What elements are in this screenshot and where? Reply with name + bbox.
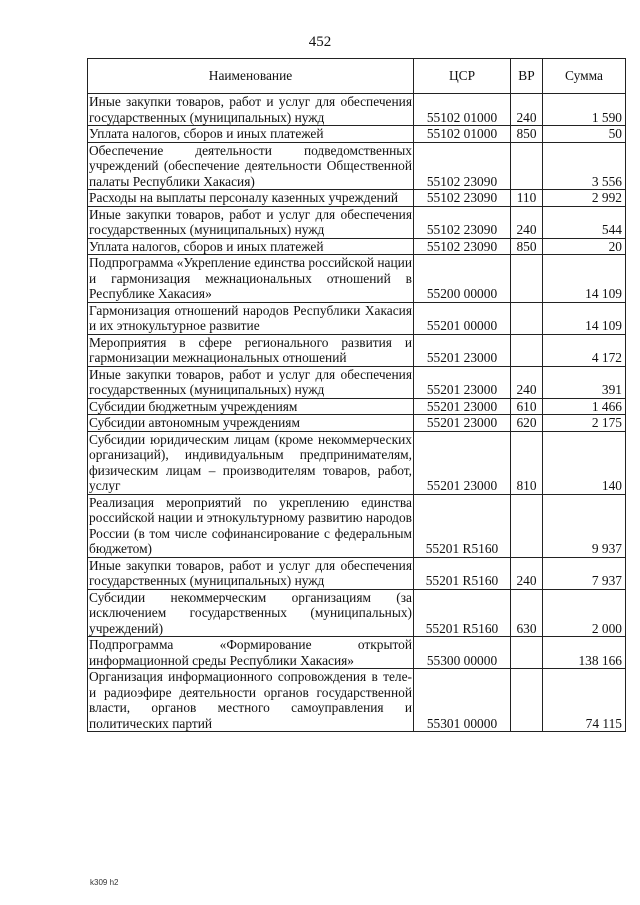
table-header-row — [88, 59, 626, 94]
row-csr-cell: 55102 23090 — [414, 238, 511, 255]
header-name: Наименование — [88, 59, 414, 94]
row-sum-cell: 391 — [543, 366, 626, 398]
row-csr-cell: 55201 R5160 — [414, 494, 511, 557]
table-row — [88, 206, 626, 238]
row-name-cell: Субсидии бюджетным учреждениям — [88, 398, 414, 415]
row-sum-cell: 7 937 — [543, 557, 626, 589]
row-name-cell: Гармонизация отношений народов Республики Хакасия и их этнокультурное развитие — [89, 302, 412, 333]
row-vr-cell: 630 — [511, 589, 543, 637]
row-name-cell: Подпрограмма «Формирование открытой информационной среды Республики Хакасия» — [89, 637, 412, 668]
table-row — [88, 142, 626, 190]
table-row — [88, 589, 626, 637]
row-sum-cell: 3 556 — [543, 142, 626, 190]
table-row — [88, 366, 626, 398]
table-row — [88, 302, 626, 334]
footer-code: k309 h2 — [90, 878, 119, 887]
row-vr-cell: 240 — [511, 557, 543, 589]
row-name-cell: Субсидии юридическим лицам (кроме некоммерческих организаций), индивидуальным предпринимателям, физическим лицам – производителям товаров, работ, услуг — [89, 431, 412, 493]
row-name-cell: Уплата налогов, сборов и иных платежей — [88, 238, 414, 255]
row-name-cell: Подпрограмма «Укрепление единства российской нации и гармонизация межнациональных отношений в Республике Хакасия» — [89, 255, 412, 301]
row-csr-cell: 55102 01000 — [414, 126, 511, 143]
page-number: 452 — [308, 34, 332, 50]
row-csr-cell: 55201 00000 — [414, 302, 511, 334]
row-sum-cell: 74 115 — [543, 669, 626, 732]
table-row — [88, 190, 626, 207]
table-row — [88, 238, 626, 255]
row-vr-cell: 240 — [511, 94, 543, 126]
header-sum: Сумма — [543, 59, 626, 94]
row-name-cell: Иные закупки товаров, работ и услуг для обеспечения государственных (муниципальных) нужд — [89, 94, 412, 125]
row-vr-cell — [511, 494, 543, 557]
row-csr-cell: 55301 00000 — [414, 669, 511, 732]
row-csr-cell: 55102 23090 — [414, 190, 511, 207]
row-sum-cell: 1 466 — [543, 398, 626, 415]
row-csr-cell: 55201 R5160 — [414, 589, 511, 637]
row-csr-cell: 55102 23090 — [414, 142, 511, 190]
row-csr-cell: 55102 01000 — [414, 94, 511, 126]
row-sum-cell: 138 166 — [543, 637, 626, 669]
row-name-cell: Иные закупки товаров, работ и услуг для обеспечения государственных (муниципальных) нужд — [89, 366, 412, 397]
row-csr-cell: 55201 23000 — [414, 431, 511, 494]
budget-table — [87, 58, 626, 732]
row-csr-cell: 55200 00000 — [414, 255, 511, 303]
table-row — [88, 94, 626, 126]
row-vr-cell: 610 — [511, 398, 543, 415]
row-csr-cell: 55201 R5160 — [414, 557, 511, 589]
row-sum-cell: 4 172 — [543, 334, 626, 366]
row-vr-cell — [511, 255, 543, 303]
row-vr-cell — [511, 669, 543, 732]
row-sum-cell: 2 992 — [543, 190, 626, 207]
row-sum-cell: 50 — [543, 126, 626, 143]
row-csr-cell: 55201 23000 — [414, 415, 511, 432]
row-vr-cell: 850 — [511, 126, 543, 143]
table-row — [88, 415, 626, 432]
row-name-cell: Расходы на выплаты персоналу казенных учреждений — [88, 190, 414, 207]
row-csr-cell: 55201 23000 — [414, 398, 511, 415]
table-row — [88, 557, 626, 589]
table-row — [88, 255, 626, 303]
row-vr-cell: 810 — [511, 431, 543, 494]
row-vr-cell: 240 — [511, 366, 543, 398]
table-row — [88, 669, 626, 732]
row-name-cell: Субсидии некоммерческим организациям (за исключением государственных (муниципальных) учреждений) — [89, 589, 412, 636]
header-csr: ЦСР — [414, 59, 511, 94]
row-sum-cell: 1 590 — [543, 94, 626, 126]
row-vr-cell — [511, 637, 543, 669]
header-vr: ВР — [511, 59, 543, 94]
row-csr-cell: 55201 23000 — [414, 366, 511, 398]
row-name-cell: Организация информационного сопровождения в теле- и радиоэфире деятельности органов государственной власти, органов местного самоуправления и политических партий — [89, 669, 412, 731]
row-csr-cell: 55300 00000 — [414, 637, 511, 669]
row-sum-cell: 20 — [543, 238, 626, 255]
row-name-cell: Реализация мероприятий по укреплению единства российской нации и этнокультурному развитию народов России (в том числе софинансирование с федеральным бюджетом) — [89, 494, 412, 556]
table-row — [88, 431, 626, 494]
table-row — [88, 334, 626, 366]
table-row — [88, 126, 626, 143]
row-sum-cell: 140 — [543, 431, 626, 494]
table-body — [88, 94, 626, 732]
table-row — [88, 398, 626, 415]
row-csr-cell: 55102 23090 — [414, 206, 511, 238]
row-sum-cell: 2 000 — [543, 589, 626, 637]
row-name-cell: Обеспечение деятельности подведомственных учреждений (обеспечение деятельности Общественной палаты Республики Хакасия) — [89, 142, 412, 189]
row-vr-cell: 850 — [511, 238, 543, 255]
row-name-cell: Иные закупки товаров, работ и услуг для обеспечения государственных (муниципальных) нужд — [89, 206, 412, 237]
row-vr-cell — [511, 302, 543, 334]
row-sum-cell: 2 175 — [543, 415, 626, 432]
table-row — [88, 637, 626, 669]
row-sum-cell: 14 109 — [543, 255, 626, 303]
row-vr-cell — [511, 142, 543, 190]
table-row — [88, 494, 626, 557]
row-name-cell: Уплата налогов, сборов и иных платежей — [88, 126, 414, 143]
row-name-cell: Иные закупки товаров, работ и услуг для обеспечения государственных (муниципальных) нужд — [89, 557, 412, 588]
row-sum-cell: 544 — [543, 206, 626, 238]
row-sum-cell: 9 937 — [543, 494, 626, 557]
row-name-cell: Субсидии автономным учреждениям — [88, 415, 414, 432]
row-vr-cell: 620 — [511, 415, 543, 432]
row-sum-cell: 14 109 — [543, 302, 626, 334]
row-vr-cell — [511, 334, 543, 366]
row-csr-cell: 55201 23000 — [414, 334, 511, 366]
row-name-cell: Мероприятия в сфере регионального развития и гармонизации межнациональных отношений — [89, 334, 412, 365]
row-vr-cell: 240 — [511, 206, 543, 238]
row-vr-cell: 110 — [511, 190, 543, 207]
